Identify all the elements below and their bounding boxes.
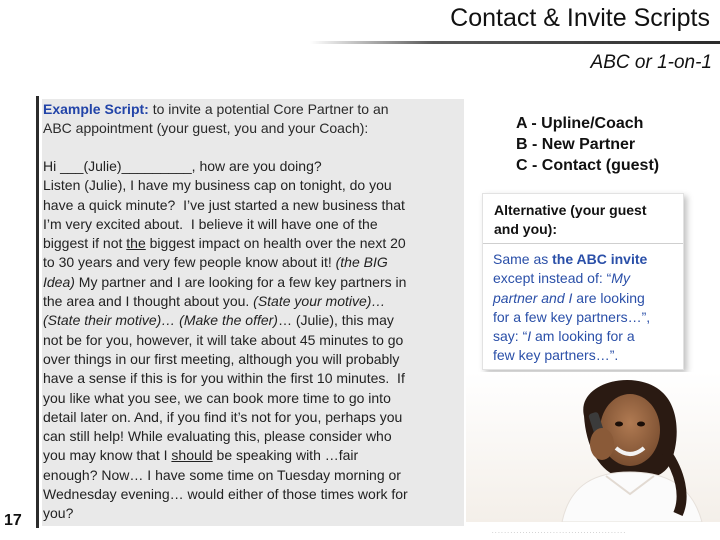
script-line: detail later on. And, if you find it’s not for you, perhaps you — [43, 408, 403, 425]
script-line: you may know that I — [43, 447, 172, 464]
page-number: 17 — [4, 512, 22, 529]
script-line: can still help! While evaluating this, please consider who — [43, 428, 392, 445]
alt-text: say: “ — [493, 328, 528, 345]
script-line: Listen (Julie), I have my business cap on tonight, do you — [43, 177, 392, 194]
alternative-title-line: Alternative (your guest — [494, 202, 647, 218]
script-body — [43, 157, 465, 524]
alternative-title-line: and you): — [494, 221, 557, 237]
alt-text: are looking — [572, 289, 645, 306]
page-title: Contact & Invite Scripts — [450, 4, 710, 32]
script-line: biggest impact on health over the next 20 — [145, 235, 406, 252]
alternative-divider — [483, 243, 683, 244]
script-line: to 30 years and very few people know about it! — [43, 254, 336, 271]
big-idea-note: (the BIG — [335, 254, 388, 271]
left-accent-bar — [36, 96, 39, 528]
woman-on-phone-photo — [466, 372, 720, 522]
legend-b: B - New Partner — [516, 136, 636, 153]
alt-italic: partner and I — [493, 289, 573, 306]
legend-a: A - Upline/Coach — [516, 115, 644, 132]
copyright-footer: · · · · · · · · · · · · · · · · · · · · · · · · · · · · · · · · · · · · · · · · · · · · — [492, 530, 625, 536]
script-line: you? — [43, 505, 74, 522]
motive-note: (State their motive)… (Make the offer) — [43, 312, 278, 329]
script-line: over things in our first meeting, although you will probably — [43, 350, 400, 367]
alt-italic: I — [527, 328, 532, 345]
script-line: you like what you see, we can book more time to go into — [43, 389, 391, 406]
script-line: have a sense if this is for you within the first 10 minutes. If — [43, 370, 405, 387]
script-line: be speaking with …fair — [212, 447, 359, 464]
emphasis-the: the — [126, 235, 146, 252]
legend-c: C - Contact (guest) — [516, 157, 660, 174]
alt-text: for a few key partners…”, — [493, 308, 651, 325]
script-line: Hi ___(Julie)_________, how are you doing? — [43, 158, 322, 174]
motive-note: (State your motive)… — [253, 293, 386, 310]
script-line: not be for you, however, it will take about 45 minutes to go — [43, 331, 404, 348]
alternative-title — [494, 201, 679, 239]
script-line: My partner and I are looking for a few key partners in — [74, 273, 407, 290]
alt-text: few key partners…”. — [493, 347, 619, 364]
abc-legend — [516, 113, 716, 176]
page-subtitle: ABC or 1-on-1 — [590, 52, 712, 73]
script-intro-rest: to invite a potential Core Partner to an — [148, 101, 389, 117]
script-line: … (Julie), this may — [277, 312, 394, 329]
alt-text: except instead of: “ — [493, 270, 612, 287]
big-idea-note: Idea) — [43, 273, 75, 290]
alt-italic: My — [611, 270, 630, 287]
script-line: Wednesday evening… would either of those times work for — [43, 486, 408, 503]
alt-emphasis: the ABC invite — [552, 251, 648, 267]
alt-text: am looking for a — [531, 328, 635, 345]
script-intro-line2: ABC appointment (your guest, you and your Coach): — [43, 120, 369, 136]
title-divider — [310, 41, 720, 44]
alt-text: Same as — [493, 251, 553, 267]
script-line: the area and I thought about you. — [43, 293, 254, 310]
script-line: enough? Now… I have some time on Tuesday morning or — [43, 466, 401, 483]
script-line: biggest if not — [43, 235, 127, 252]
emphasis-should: should — [171, 447, 213, 464]
script-line: I’m very excited about. I believe it will have one of the — [43, 215, 378, 232]
alternative-body — [493, 250, 678, 366]
script-line: have a quick minute? I’ve just started a new business that — [43, 196, 405, 213]
script-intro — [43, 100, 465, 138]
script-intro-lead: Example Script: — [43, 101, 149, 117]
